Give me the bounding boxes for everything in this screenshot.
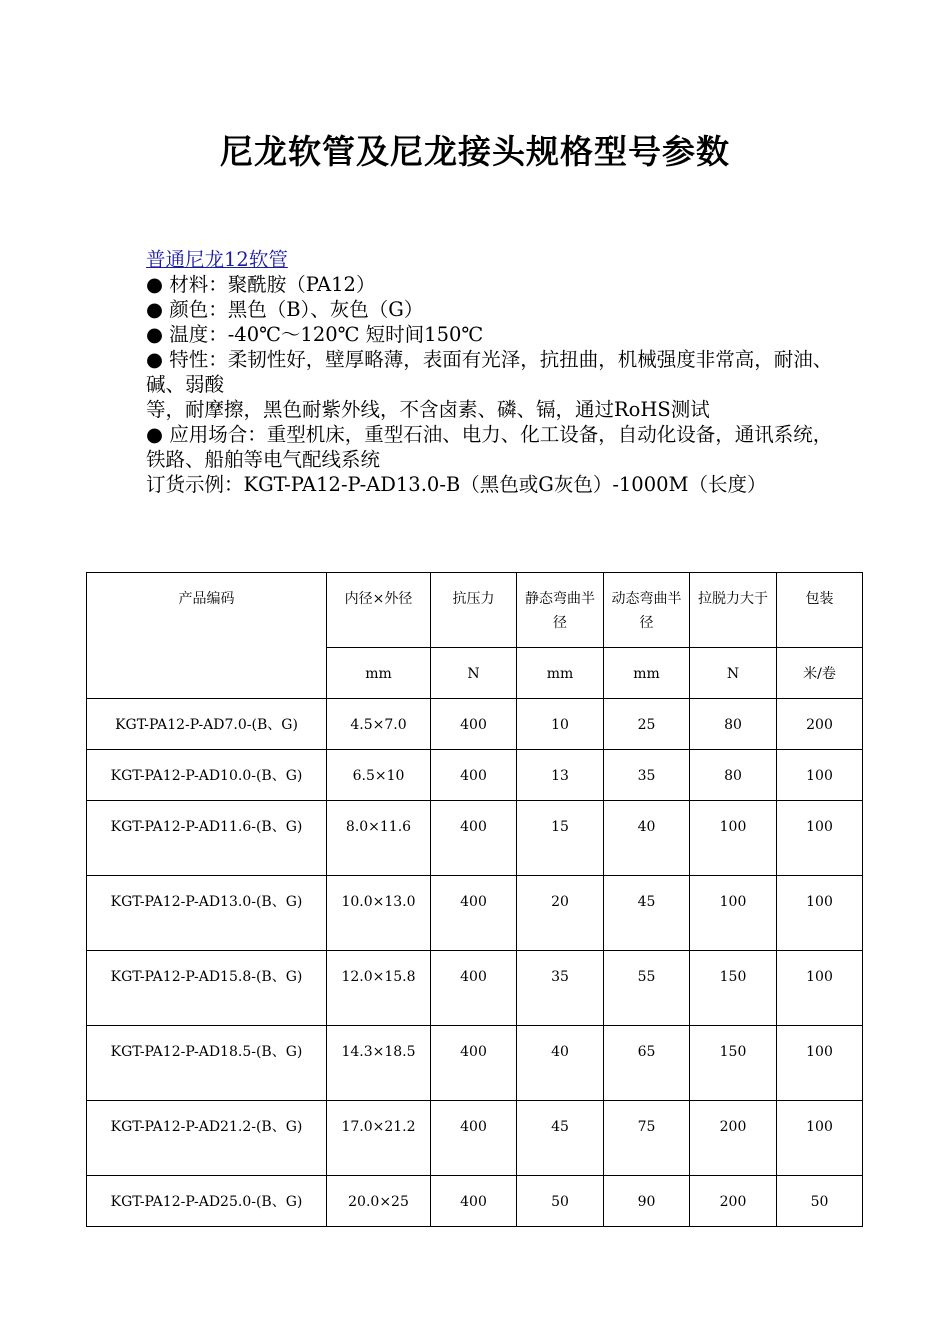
cell-packaging: 50 [777,1176,863,1227]
cell-pressure: 400 [431,699,517,750]
cell-pull-force: 80 [690,750,777,801]
intro-line-color: ● 颜色：黑色（B）、灰色（G） [146,298,424,321]
table-row [87,951,863,1026]
cell-packaging: 100 [777,1101,863,1176]
table-row [87,1026,863,1101]
intro-line-temperature: ● 温度：-40℃～120℃ 短时间150℃ [146,323,484,346]
cell-product-code: KGT-PA12-P-AD10.0-(B、G) [87,750,327,801]
cell-product-code: KGT-PA12-P-AD15.8-(B、G) [87,951,327,1026]
cell-packaging: 200 [777,699,863,750]
cell-packaging: 100 [777,1026,863,1101]
cell-static-radius: 45 [517,1101,604,1176]
intro-line-applications: ● 应用场合：重型机床，重型石油、电力、化工设备，自动化设备，通讯系统，铁路、船舶等电气配线系统 [146,423,833,471]
header-diameter: 内径×外径 [327,573,431,648]
cell-pull-force: 100 [690,876,777,951]
cell-pressure: 400 [431,1101,517,1176]
cell-dynamic-radius: 25 [604,699,690,750]
cell-dynamic-radius: 35 [604,750,690,801]
cell-diameter: 4.5×7.0 [327,699,431,750]
intro-line-features-cont: 等，耐摩擦，黑色耐紫外线，不含卤素、磷、镉，通过RoHS测试 [146,398,710,421]
cell-packaging: 100 [777,801,863,876]
cell-pressure: 400 [431,876,517,951]
cell-dynamic-radius: 90 [604,1176,690,1227]
cell-pull-force: 200 [690,1176,777,1227]
cell-pressure: 400 [431,1176,517,1227]
cell-product-code: KGT-PA12-P-AD7.0-(B、G) [87,699,327,750]
table-row [87,876,863,951]
cell-product-code: KGT-PA12-P-AD11.6-(B、G) [87,801,327,876]
cell-dynamic-radius: 75 [604,1101,690,1176]
cell-static-radius: 13 [517,750,604,801]
cell-diameter: 8.0×11.6 [327,801,431,876]
cell-diameter: 12.0×15.8 [327,951,431,1026]
spec-table [86,572,863,1227]
cell-static-radius: 15 [517,801,604,876]
cell-diameter: 10.0×13.0 [327,876,431,951]
header-dynamic-radius: 动态弯曲半径 [604,573,690,648]
product-heading-link[interactable]: 普通尼龙12软管 [146,248,288,271]
table-header-row [87,573,863,648]
intro-line-order-example: 订货示例：KGT-PA12-P-AD13.0-B（黑色或G灰色）-1000M（长度） [146,473,767,496]
intro-line-features: ● 特性：柔韧性好，壁厚略薄，表面有光泽，抗扭曲，机械强度非常高，耐油、碱、弱酸 [146,348,833,396]
cell-packaging: 100 [777,951,863,1026]
cell-static-radius: 40 [517,1026,604,1101]
cell-static-radius: 50 [517,1176,604,1227]
cell-pull-force: 150 [690,951,777,1026]
unit-cell: mm [327,648,431,699]
cell-packaging: 100 [777,876,863,951]
cell-diameter: 20.0×25 [327,1176,431,1227]
header-packaging: 包装 [777,573,863,648]
cell-pull-force: 200 [690,1101,777,1176]
cell-product-code: KGT-PA12-P-AD13.0-(B、G) [87,876,327,951]
cell-dynamic-radius: 40 [604,801,690,876]
cell-pressure: 400 [431,951,517,1026]
cell-static-radius: 20 [517,876,604,951]
cell-diameter: 6.5×10 [327,750,431,801]
cell-pressure: 400 [431,801,517,876]
cell-product-code: KGT-PA12-P-AD21.2-(B、G) [87,1101,327,1176]
cell-dynamic-radius: 65 [604,1026,690,1101]
header-product-code: 产品编码 [87,573,327,699]
cell-dynamic-radius: 45 [604,876,690,951]
cell-pressure: 400 [431,750,517,801]
unit-cell: N [431,648,517,699]
cell-product-code: KGT-PA12-P-AD18.5-(B、G) [87,1026,327,1101]
unit-cell: mm [604,648,690,699]
intro-line-material: ● 材料：聚酰胺（PA12） [146,273,376,296]
cell-product-code: KGT-PA12-P-AD25.0-(B、G) [87,1176,327,1227]
product-intro [146,247,836,497]
cell-pressure: 400 [431,1026,517,1101]
table-row [87,750,863,801]
table-row [87,699,863,750]
unit-cell: 米/卷 [777,648,863,699]
table-row [87,1176,863,1227]
cell-diameter: 14.3×18.5 [327,1026,431,1101]
cell-pull-force: 150 [690,1026,777,1101]
cell-dynamic-radius: 55 [604,951,690,1026]
cell-diameter: 17.0×21.2 [327,1101,431,1176]
cell-static-radius: 35 [517,951,604,1026]
table-row [87,1101,863,1176]
header-pull-force: 拉脱力大于 [690,573,777,648]
unit-cell: N [690,648,777,699]
cell-pull-force: 100 [690,801,777,876]
unit-cell: mm [517,648,604,699]
header-static-radius: 静态弯曲半径 [517,573,604,648]
cell-static-radius: 10 [517,699,604,750]
table-row [87,801,863,876]
header-pressure: 抗压力 [431,573,517,648]
cell-pull-force: 80 [690,699,777,750]
cell-packaging: 100 [777,750,863,801]
page-title: 尼龙软管及尼龙接头规格型号参数 [220,132,730,171]
